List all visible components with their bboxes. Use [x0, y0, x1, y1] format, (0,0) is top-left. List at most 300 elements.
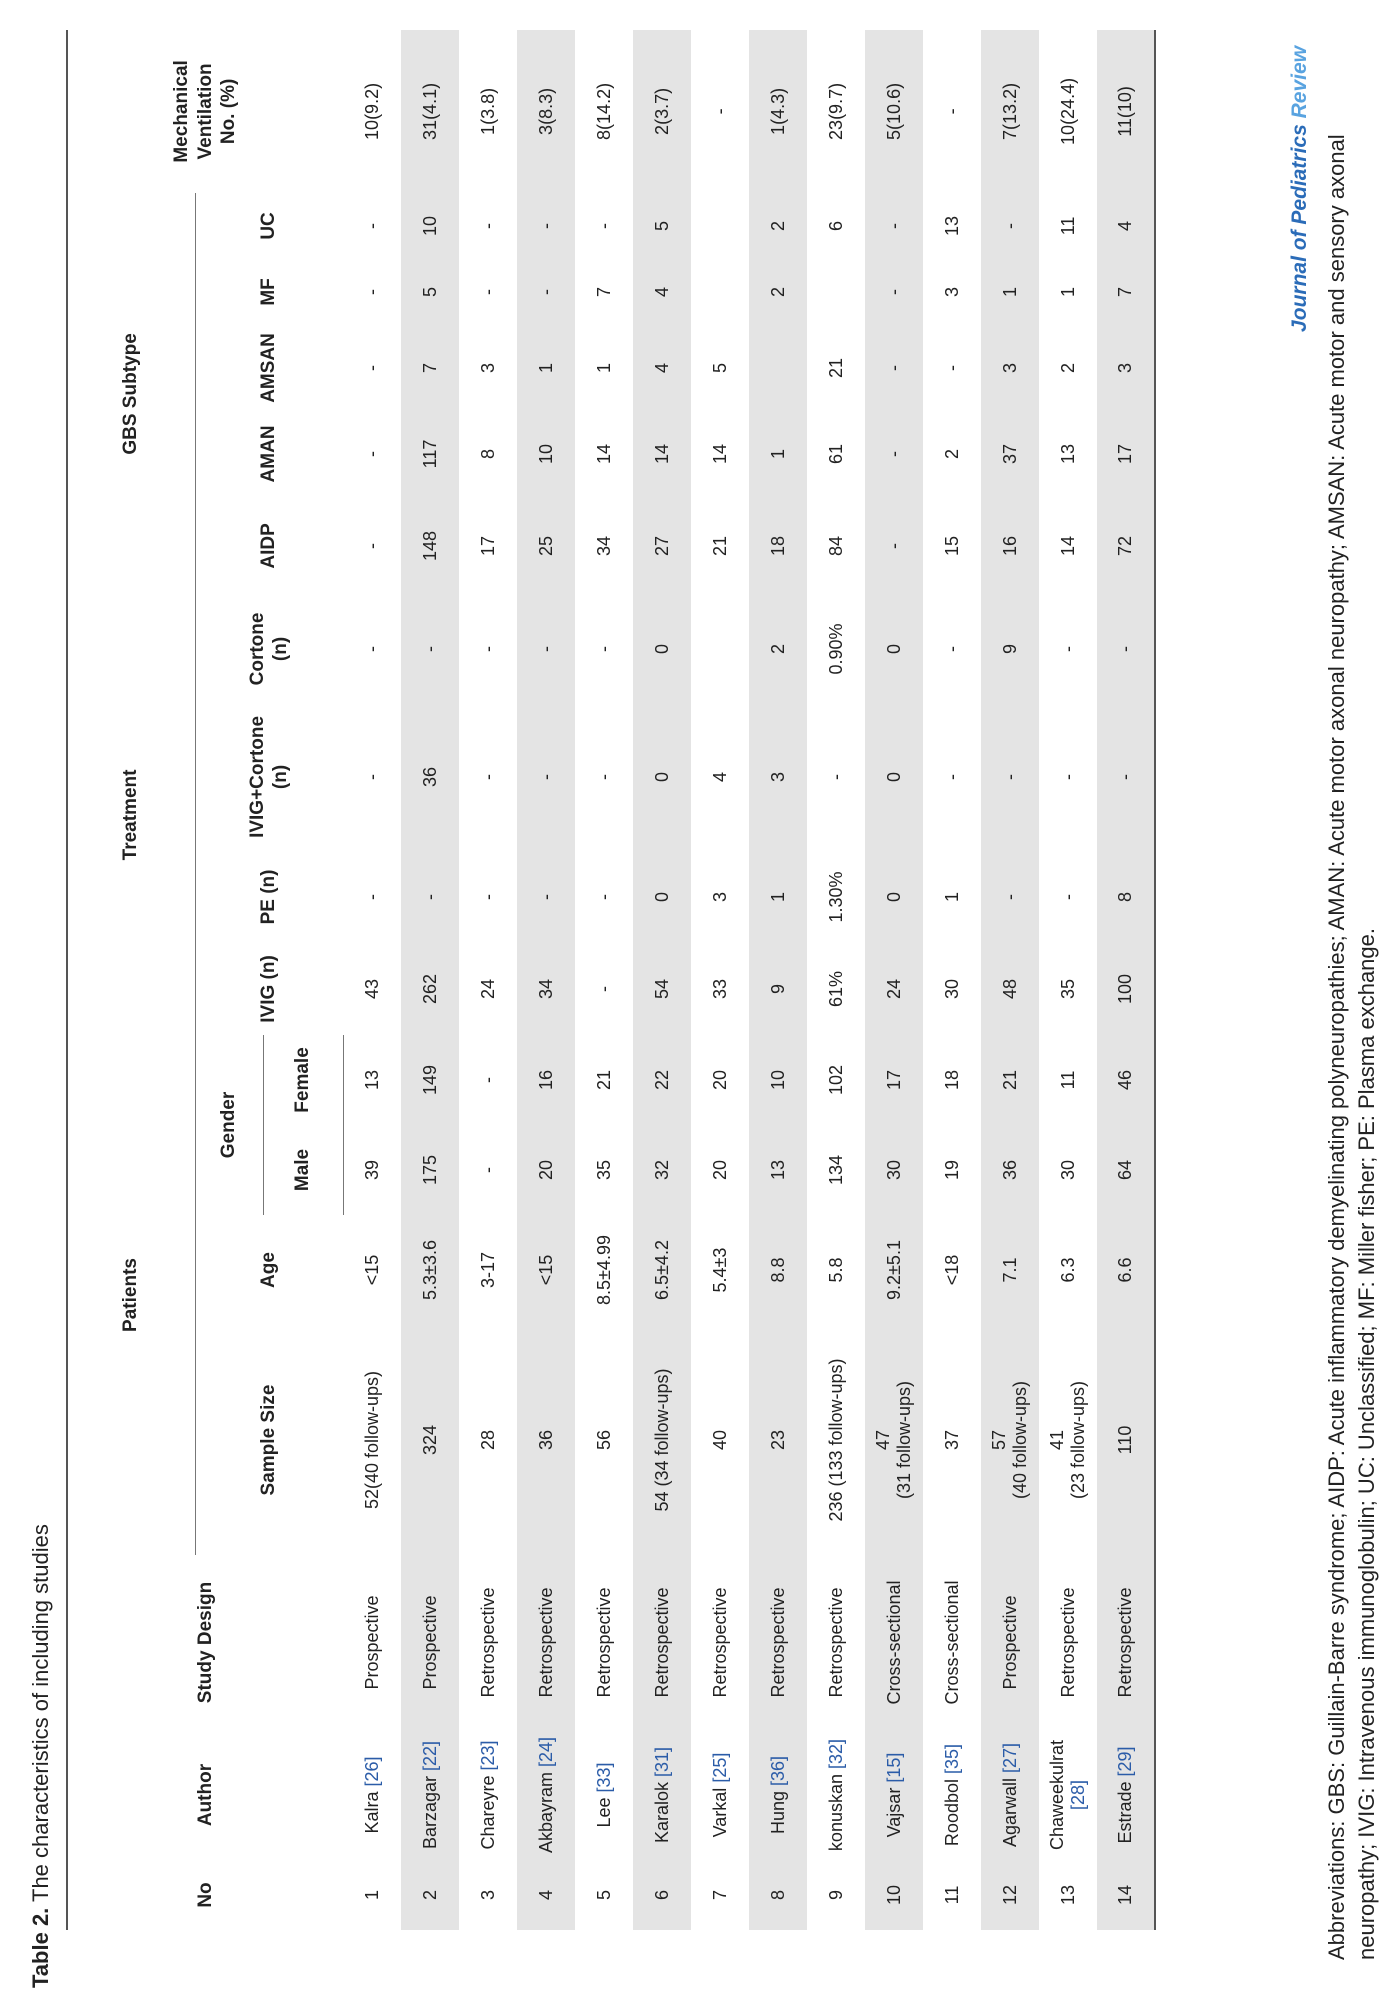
cell-aman: 1 [767, 448, 788, 459]
cell-pe: - [419, 893, 440, 900]
cell-ivig-cortone: - [999, 773, 1020, 780]
cell-amsan: 2 [1057, 362, 1078, 373]
cell-mf: - [535, 288, 556, 295]
header-amsan: AMSAN [258, 333, 280, 403]
journal-name [1288, 46, 1312, 332]
cell-uc: - [361, 222, 382, 229]
journal-part2: Review [1288, 46, 1311, 119]
cell-cortone: - [535, 645, 556, 652]
cell-aidp: 14 [1057, 535, 1078, 556]
sample-size-value: 56 [593, 1429, 614, 1451]
table-row [865, 30, 923, 1930]
header-study-design: Study Design [67, 1555, 343, 1730]
author-name: Barzagar [419, 1776, 440, 1850]
cell-female: 21 [999, 1069, 1020, 1090]
author-name: Estrade [1115, 1781, 1135, 1844]
cell-age: 5.4±3 [709, 1247, 730, 1293]
cell-female: 21 [593, 1069, 614, 1090]
cell-amsan: 1 [593, 362, 614, 373]
cell-mf: - [361, 288, 382, 295]
cell-ivig-cortone: - [535, 773, 556, 780]
sample-size-value: 28 [477, 1429, 498, 1451]
cell-ivig: 262 [419, 973, 440, 1004]
cell-female: 17 [883, 1069, 904, 1090]
cell-amsan [749, 325, 807, 411]
cell-ivig-cortone: - [361, 773, 382, 780]
header-gbs-subtype: GBS Subtype [67, 193, 195, 595]
cell-aman: 10 [535, 443, 556, 464]
caption-text: The characteristics of including studies [28, 1524, 53, 1908]
cell-design: Cross-sectional [941, 1580, 962, 1705]
table-row [343, 30, 401, 1930]
cell-author [401, 1730, 459, 1860]
header-treatment: Treatment [67, 595, 195, 1035]
cell-cortone: - [477, 645, 498, 652]
cell-mf: 7 [1097, 259, 1155, 325]
cell-amsan: 3 [1097, 325, 1155, 411]
sample-size-value: 36 [535, 1429, 556, 1451]
cell-uc: - [883, 222, 904, 229]
cell-female: 10 [767, 1069, 788, 1090]
cell-no: 5 [593, 1890, 614, 1901]
cell-sample [981, 1325, 1039, 1555]
cell-amsan: 21 [825, 357, 846, 378]
cell-male: 134 [825, 1154, 846, 1186]
cell-cortone: - [419, 645, 440, 652]
header-ivig: IVIG (n) [258, 955, 280, 1023]
cell-sample [749, 1325, 807, 1555]
cell-author [459, 1730, 517, 1860]
sample-size-value: 23 [767, 1429, 788, 1451]
cell-mv: - [941, 108, 962, 115]
table-row [517, 30, 575, 1930]
mv-line2: Ventilation [194, 63, 216, 160]
cell-female: 11 [1057, 1070, 1078, 1090]
header-author: Author [67, 1730, 343, 1860]
cell-uc: - [593, 222, 614, 229]
cell-female: 149 [419, 1064, 440, 1095]
cell-design: Prospective [999, 1595, 1020, 1690]
cell-cortone: 0 [651, 643, 672, 654]
author-name: Hung [767, 1791, 788, 1835]
cell-age: 5.3±3.6 [419, 1240, 440, 1300]
cell-design: Cross-sectional [883, 1580, 904, 1705]
cell-mf [691, 259, 749, 325]
reference-link[interactable]: [33] [593, 1762, 614, 1793]
header-aidp: AIDP [258, 523, 280, 569]
cell-age: <15 [535, 1254, 556, 1286]
abbreviations-footnote: Abbreviations: GBS: Guillain-Barre syndrome; AIDP: Acute inflammatory demyelinating polyneuropathies; AMAN: Acute motor axonal neuropathy; AMSAN: Acute motor and sensory axonal neuropathy; IVIG: Intravenous immunoglobulin; UC: Unclassified; MF: Miller fisher; PE: Plasma exchange. [1324, 134, 1379, 1960]
cell-mf: - [883, 288, 904, 295]
cell-design: Retrospective [1097, 1555, 1155, 1730]
cell-aidp: 16 [999, 535, 1020, 556]
cell-design: Retrospective [825, 1587, 846, 1698]
table-row [575, 30, 633, 1930]
cell-cortone: - [941, 645, 962, 652]
cell-pe: - [477, 893, 498, 900]
author-name: Chaweekulrat [1047, 1739, 1067, 1851]
reference-link[interactable]: [27] [999, 1742, 1020, 1773]
cell-ivig: 33 [709, 978, 730, 999]
cell-male: 32 [651, 1159, 672, 1181]
cell-mv: 8(14.2) [593, 82, 614, 140]
cell-ivig: 35 [1057, 978, 1078, 999]
cell-cortone: - [1057, 645, 1078, 652]
cell-mf: 4 [651, 286, 672, 297]
cell-ivig-cortone: - [1097, 703, 1155, 851]
cell-mf: 1 [1057, 286, 1078, 297]
cell-design: Retrospective [651, 1587, 672, 1698]
cell-male: 19 [941, 1159, 962, 1181]
cell-ivig: - [593, 985, 614, 992]
cell-uc: 13 [941, 215, 962, 236]
reference-link[interactable]: [35] [941, 1743, 962, 1774]
sample-size-value: 110 [1115, 1425, 1135, 1455]
cell-sample [1097, 1325, 1155, 1555]
cell-sample [923, 1325, 981, 1555]
sample-size-value: 324 [419, 1424, 440, 1456]
cell-mv: 1(4.3) [767, 87, 788, 135]
cell-ivig-cortone: 36 [419, 766, 440, 787]
cell-male: 36 [999, 1159, 1020, 1181]
cell-design: Retrospective [709, 1587, 730, 1698]
reference-link[interactable]: [36] [767, 1755, 788, 1786]
cell-amsan: 1 [535, 362, 556, 373]
header-aman: AMAN [258, 425, 280, 483]
cell-age: 8.5±4.99 [593, 1235, 614, 1305]
cell-mv: 5(10.6) [883, 82, 904, 140]
cell-aidp: 27 [651, 535, 672, 556]
sample-follow-ups: (23 follow-ups) [1068, 1380, 1088, 1500]
cell-mv: 10(24.4) [1057, 77, 1078, 145]
sample-size-value: 37 [941, 1429, 962, 1451]
cell-aidp: 72 [1097, 497, 1155, 595]
cell-ivig-cortone: - [941, 773, 962, 780]
cell-author [1097, 1730, 1155, 1860]
cell-ivig: 43 [361, 978, 382, 999]
cell-author [865, 1730, 923, 1860]
cell-male: - [477, 1167, 498, 1173]
cell-mf: 2 [767, 286, 788, 297]
cell-male: 64 [1097, 1125, 1155, 1215]
cell-age: 9.2±5.1 [883, 1240, 904, 1300]
reference-link[interactable]: [25] [709, 1752, 730, 1783]
reference-link[interactable]: [15] [883, 1752, 904, 1783]
author-name: Agarwall [999, 1778, 1020, 1848]
cell-no: 7 [709, 1890, 730, 1901]
cell-no: 11 [941, 1885, 962, 1905]
cell-mf: 7 [593, 286, 614, 297]
cell-ivig-cortone: 0 [651, 771, 672, 782]
cell-mv: 11(10) [1097, 30, 1155, 193]
cell-aman: 13 [1057, 443, 1078, 464]
sample-size-value: 236 (133 follow-ups) [825, 1358, 846, 1522]
cell-sample [575, 1325, 633, 1555]
cell-sample [807, 1325, 865, 1555]
author-name: Roodbol [941, 1779, 962, 1847]
cell-female: - [477, 1076, 498, 1083]
cell-mf: 1 [999, 286, 1020, 297]
author-name: Akbayram [535, 1772, 556, 1854]
cell-ivig: 24 [477, 978, 498, 999]
table-row [749, 30, 807, 1930]
reference-link[interactable]: [24] [535, 1736, 556, 1767]
table-row [691, 30, 749, 1930]
cell-ivig-cortone: - [1057, 773, 1078, 780]
cell-aman: 14 [709, 443, 730, 464]
mv-line1: Mechanical [170, 60, 192, 163]
cell-uc [691, 193, 749, 259]
header-gender: Gender [195, 1035, 263, 1215]
cell-ivig-cortone: 3 [767, 771, 788, 782]
author-name: Karalok [651, 1782, 672, 1844]
cell-author [575, 1730, 633, 1860]
cell-female: 46 [1097, 1035, 1155, 1125]
cell-cortone: 0.90% [825, 623, 846, 675]
cell-pe: - [593, 893, 614, 900]
sample-size-value: 52(40 follow-ups) [361, 1370, 382, 1510]
header-cortone: Cortone (n) [246, 612, 292, 686]
cell-no: 13 [1057, 1884, 1078, 1906]
cell-author [923, 1730, 981, 1860]
sample-size-value: 41 [1047, 1429, 1067, 1451]
cell-amsan: 4 [651, 362, 672, 373]
cell-male: 30 [1057, 1159, 1078, 1181]
cell-pe: - [535, 893, 556, 900]
cell-aman: 61 [825, 443, 846, 464]
caption-label: Table 2. [28, 1907, 53, 1988]
cell-male: 30 [883, 1159, 904, 1181]
header-uc: UC [258, 212, 280, 240]
cell-mv: 3(8.3) [535, 87, 556, 135]
cell-ivig-cortone: 4 [709, 771, 730, 782]
sample-size-value: 47 [873, 1429, 893, 1451]
cell-author [633, 1730, 691, 1860]
cell-pe: 3 [709, 891, 730, 902]
cell-cortone: 2 [767, 643, 788, 654]
cell-uc: 5 [651, 220, 672, 231]
cell-cortone: - [593, 645, 614, 652]
table-row [981, 30, 1039, 1930]
cell-no: 12 [999, 1884, 1020, 1906]
table-row [459, 30, 517, 1930]
cell-aman: 2 [941, 448, 962, 459]
cell-mv: 23(9.7) [825, 82, 846, 140]
cell-pe: 1 [941, 891, 962, 902]
cell-mf [807, 259, 865, 325]
cell-male: 175 [419, 1154, 440, 1186]
cell-amsan: 3 [477, 362, 498, 373]
cell-cortone: - [361, 645, 382, 652]
table-body [343, 30, 1155, 1930]
cell-author [517, 1730, 575, 1860]
cell-sample [633, 1325, 691, 1555]
cell-age: <18 [941, 1254, 962, 1286]
author-name: Kalra [361, 1791, 382, 1834]
cell-ivig: 30 [941, 978, 962, 999]
cell-aman: 14 [651, 443, 672, 464]
cell-pe: - [1057, 893, 1078, 900]
mv-line3: No. (%) [218, 78, 240, 145]
cell-amsan: - [883, 364, 904, 371]
cell-cortone: 9 [999, 643, 1020, 654]
reference-link[interactable]: [22] [419, 1740, 440, 1771]
cell-uc: - [999, 222, 1020, 229]
cell-design: Retrospective [593, 1587, 614, 1698]
cell-author [343, 1730, 401, 1860]
author-name: Lee [593, 1797, 614, 1828]
cell-age: <15 [361, 1254, 382, 1286]
cell-aman: - [883, 450, 904, 457]
cell-ivig: 24 [883, 978, 904, 999]
cell-pe: 1.30% [825, 871, 846, 923]
cell-amsan: 7 [419, 362, 440, 373]
cell-aman: 37 [999, 443, 1020, 464]
cell-age: 6.3 [1057, 1257, 1078, 1283]
cell-age: 8.8 [767, 1257, 788, 1283]
header-female: Female [263, 1035, 343, 1125]
cell-mf: - [477, 288, 498, 295]
header-sample-size: Sample Size [258, 1384, 280, 1496]
cell-sample [459, 1325, 517, 1555]
reference-link[interactable]: [26] [361, 1756, 382, 1787]
header-age: Age [258, 1252, 280, 1288]
reference-link[interactable]: [29] [1115, 1746, 1135, 1777]
cell-female: 22 [651, 1069, 672, 1090]
reference-link[interactable]: [23] [477, 1740, 498, 1771]
cell-amsan: 3 [999, 362, 1020, 373]
sample-follow-ups: (31 follow-ups) [894, 1380, 914, 1500]
cell-ivig: 9 [767, 983, 788, 994]
table-row [1039, 30, 1097, 1930]
cell-uc: 4 [1097, 193, 1155, 259]
cell-ivig-cortone: - [593, 773, 614, 780]
cell-ivig: 34 [535, 978, 556, 999]
cell-amsan: 5 [709, 362, 730, 373]
cell-aidp: 21 [709, 535, 730, 556]
cell-no: 3 [477, 1890, 498, 1901]
cell-mf: 3 [941, 286, 962, 297]
studies-table [66, 30, 1156, 1930]
sample-size-value: 54 (34 follow-ups) [651, 1368, 672, 1512]
sample-follow-ups: (40 follow-ups) [1010, 1380, 1030, 1500]
cell-aidp: 84 [825, 535, 846, 556]
journal-part1: Journal of Pediatrics [1288, 118, 1311, 332]
reference-link[interactable]: [32] [825, 1738, 846, 1769]
cell-no: 1 [361, 1890, 382, 1901]
table-row [401, 30, 459, 1930]
cell-author [691, 1730, 749, 1860]
header-male: Male [263, 1125, 343, 1215]
cell-age: 5.8 [825, 1257, 846, 1283]
cell-male: 20 [535, 1159, 556, 1181]
cell-aidp: 18 [767, 535, 788, 556]
cell-cortone [691, 595, 749, 703]
cell-ivig-cortone: - [825, 773, 846, 780]
cell-uc: - [535, 222, 556, 229]
header-mf: MF [258, 278, 280, 306]
cell-design: Prospective [419, 1595, 440, 1690]
cell-no: 2 [419, 1890, 440, 1901]
cell-mv: - [709, 108, 730, 115]
cell-aman: - [361, 450, 382, 457]
cell-aidp: 25 [535, 535, 556, 556]
cell-male: 35 [593, 1159, 614, 1181]
header-pe: PE (n) [258, 869, 280, 925]
author-name: konuskan [825, 1774, 846, 1852]
cell-uc: - [477, 222, 498, 229]
cell-age: 3-17 [477, 1251, 498, 1289]
cell-female: 20 [709, 1069, 730, 1090]
cell-uc: 11 [1057, 216, 1078, 236]
cell-design: Retrospective [767, 1587, 788, 1698]
cell-sample [865, 1325, 923, 1555]
cell-aidp: - [883, 542, 904, 549]
cell-aidp: 17 [477, 535, 498, 556]
cell-aidp: 148 [419, 530, 440, 561]
cell-aidp: 34 [593, 535, 614, 556]
cell-pe: - [999, 893, 1020, 900]
cell-male: 13 [767, 1159, 788, 1181]
cell-design: Retrospective [1057, 1587, 1078, 1698]
reference-link[interactable]: [28] [1068, 1779, 1088, 1811]
cell-author [807, 1730, 865, 1860]
cell-age: 6.5±4.2 [651, 1240, 672, 1300]
cell-ivig: 54 [651, 978, 672, 999]
header-ivig-cortone: IVIG+Cortone (n) [246, 715, 292, 838]
cell-aidp: - [361, 542, 382, 549]
cell-female: 16 [535, 1069, 556, 1090]
cell-uc: 2 [767, 220, 788, 231]
cell-male: 39 [361, 1159, 382, 1181]
cell-mv: 2(3.7) [651, 87, 672, 135]
cell-ivig: 48 [999, 978, 1020, 999]
cell-female: 102 [825, 1064, 846, 1095]
cell-ivig: 61% [825, 970, 846, 1007]
cell-no: 9 [825, 1890, 846, 1901]
cell-no: 8 [767, 1890, 788, 1901]
cell-sample [343, 1325, 401, 1555]
cell-mv: 1(3.8) [477, 87, 498, 135]
cell-female: 18 [941, 1069, 962, 1090]
cell-mv: 10(9.2) [361, 82, 382, 140]
cell-age: 6.6 [1097, 1215, 1155, 1325]
cell-design: Prospective [361, 1595, 382, 1690]
table-row [633, 30, 691, 1930]
reference-link[interactable]: [31] [651, 1746, 672, 1777]
cell-female: 13 [361, 1069, 382, 1090]
author-name: Varkal [709, 1787, 730, 1838]
cell-amsan: - [361, 364, 382, 371]
cell-ivig-cortone: - [477, 773, 498, 780]
table-row [923, 30, 981, 1930]
cell-sample [401, 1325, 459, 1555]
cell-aidp: 15 [941, 535, 962, 556]
cell-cortone: - [1097, 595, 1155, 703]
cell-aman: 14 [593, 443, 614, 464]
cell-mv: 7(13.2) [999, 82, 1020, 140]
sample-size-value: 40 [709, 1429, 730, 1451]
cell-aman: 117 [419, 439, 440, 469]
cell-pe: 8 [1097, 851, 1155, 943]
cell-ivig-cortone: 0 [883, 771, 904, 782]
cell-design: Retrospective [477, 1587, 498, 1698]
sample-size-value: 57 [989, 1429, 1009, 1451]
cell-no: 14 [1097, 1860, 1155, 1930]
cell-no: 10 [883, 1884, 904, 1906]
cell-mf: 5 [419, 286, 440, 297]
header-no: No [67, 1860, 343, 1930]
